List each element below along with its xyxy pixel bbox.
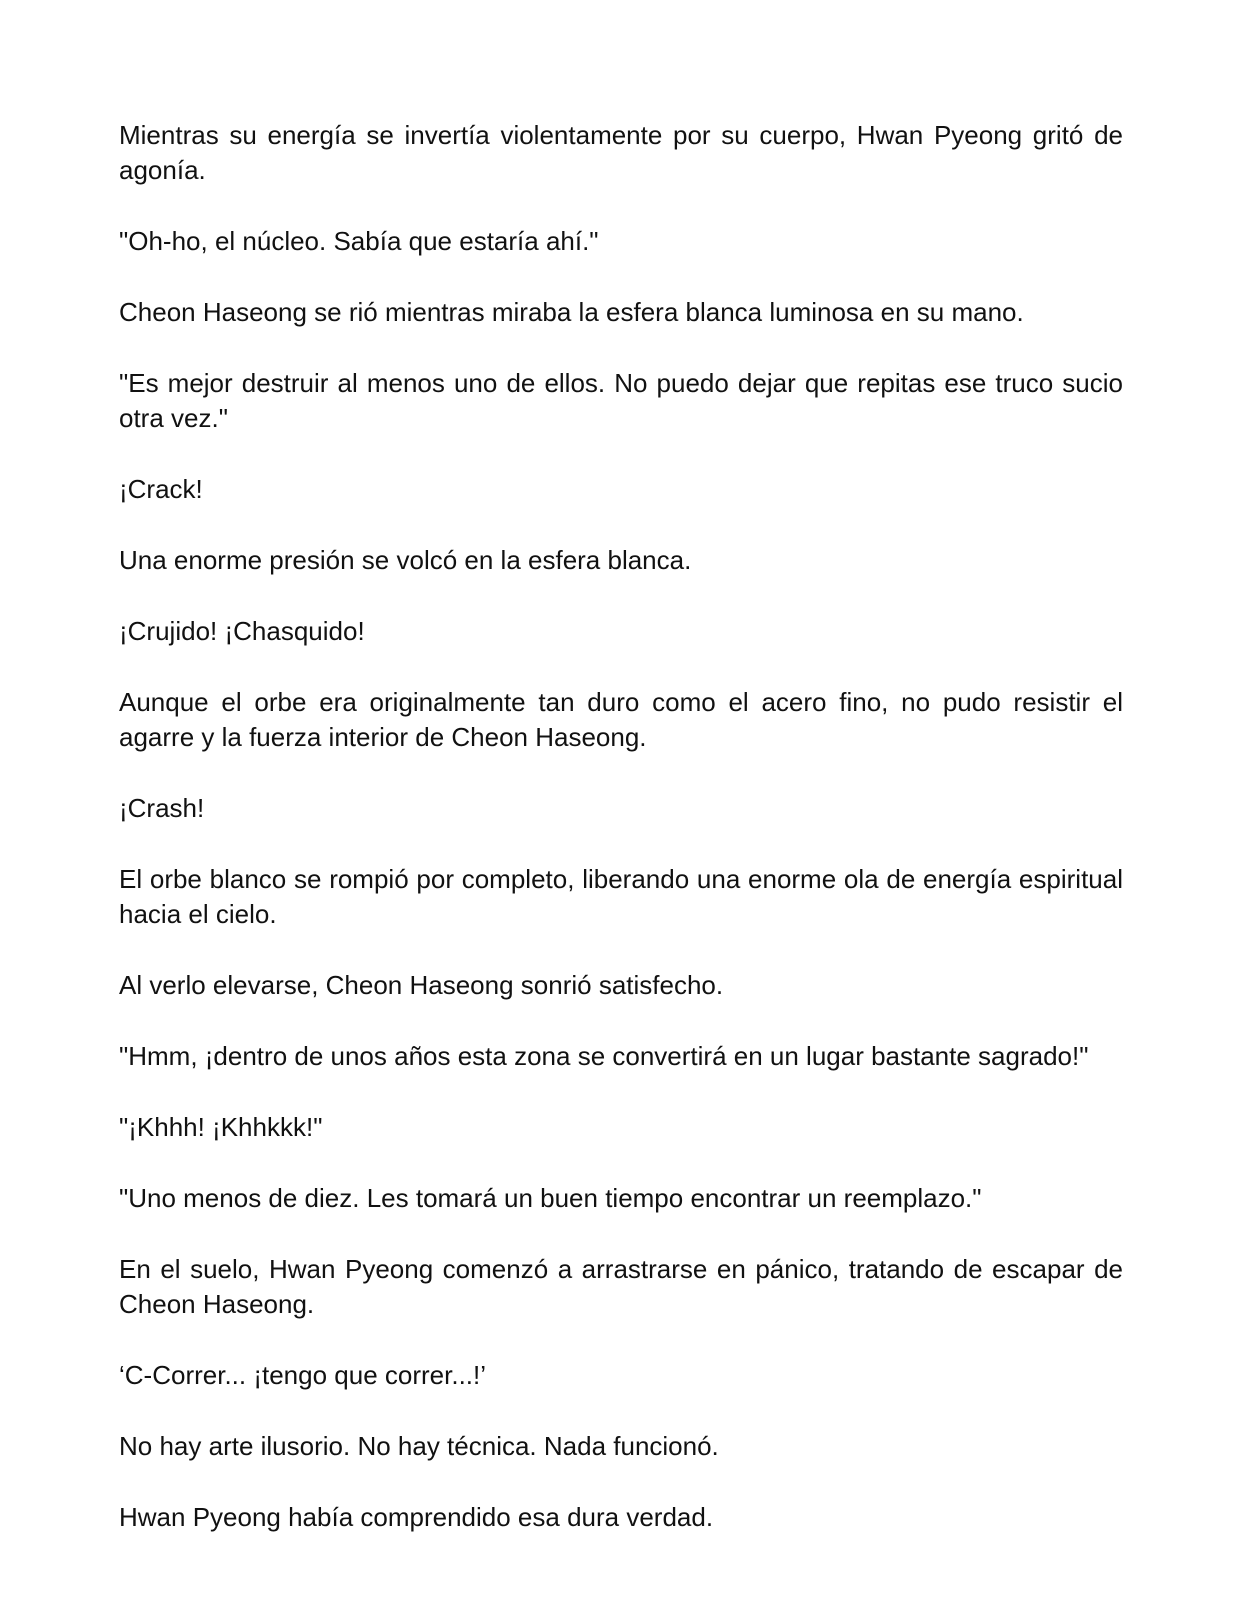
paragraph: "Oh-ho, el núcleo. Sabía que estaría ahí." [119,226,599,256]
paragraph: ‘C-Correr... ¡tengo que correr...!’ [119,1360,487,1390]
paragraph: "Uno menos de diez. Les tomará un buen tiempo encontrar un reemplazo." [119,1183,982,1213]
paragraph: "Hmm, ¡dentro de unos años esta zona se convertirá en un lugar bastante sagrado!" [119,1041,1089,1071]
paragraph: ¡Crack! [119,474,203,504]
document-body [119,118,1123,1571]
paragraph: Cheon Haseong se rió mientras miraba la esfera blanca luminosa en su mano. [119,297,1024,327]
paragraph: El orbe blanco se rompió por completo, liberando una enorme ola de energía espiritual hacia el cielo. [119,864,1123,929]
paragraph: No hay arte ilusorio. No hay técnica. Nada funcionó. [119,1431,719,1461]
paragraph: Hwan Pyeong había comprendido esa dura verdad. [119,1502,714,1532]
paragraph: Al verlo elevarse, Cheon Haseong sonrió satisfecho. [119,970,724,1000]
paragraph: Una enorme presión se volcó en la esfera blanca. [119,545,692,575]
paragraph: Mientras su energía se invertía violentamente por su cuerpo, Hwan Pyeong gritó de agonía. [119,120,1123,185]
paragraph: "Es mejor destruir al menos uno de ellos. No puedo dejar que repitas ese truco sucio otra vez." [119,368,1123,433]
paragraph: Aunque el orbe era originalmente tan duro como el acero fino, no pudo resistir el agarre y la fuerza interior de Cheon Haseong. [119,687,1123,752]
paragraph: "¡Khhh! ¡Khhkkk!" [119,1112,323,1142]
paragraph: En el suelo, Hwan Pyeong comenzó a arrastrarse en pánico, tratando de escapar de Cheon Haseong. [119,1254,1123,1319]
paragraph: ¡Crash! [119,793,205,823]
paragraph: ¡Crujido! ¡Chasquido! [119,616,365,646]
